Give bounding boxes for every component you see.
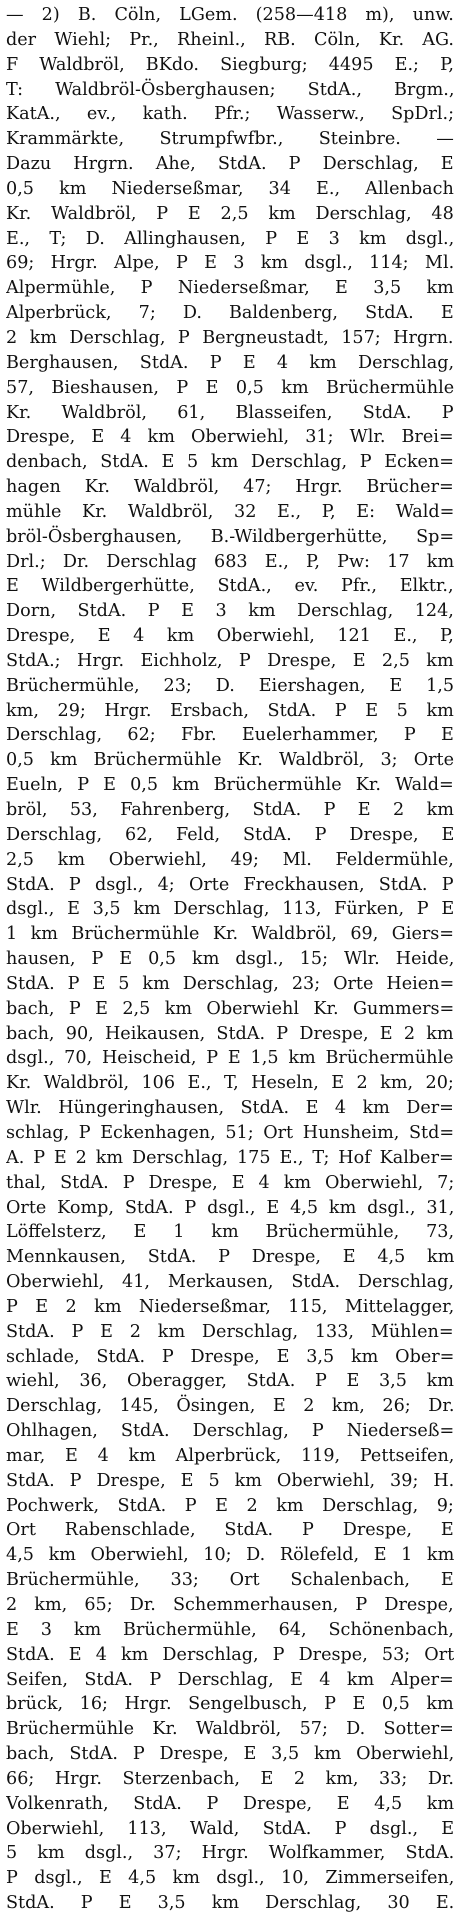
text-line: Brüchermühle, 23; D. Eiershagen, E 1,5 [6, 675, 454, 696]
text-line: 66; Hrgr. Sterzenbach, E 2 km, 33; Dr. [6, 1768, 454, 1789]
text-line: Dorn, StdA. P E 3 km Derschlag, 124, [6, 601, 454, 622]
text-line: mar, E 4 km Alperbrück, 119, Pettseifen, [6, 1445, 454, 1466]
text-line: km, 29; Hrgr. Ersbach, StdA. P E 5 km [6, 700, 454, 721]
text-line: StdA. P E 3,5 km Derschlag, 30 E. [6, 1893, 454, 1914]
text-line: bröl-Ösberghausen, B.-Wildbergerhütte, Sp= [6, 526, 454, 547]
text-line: 57, Bieshausen, P E 0,5 km Brüchermühle [6, 377, 454, 398]
text-line: 2 km, 65; Dr. Schemmerhausen, P Drespe, [6, 1595, 454, 1615]
text-line: Drespe, E 4 km Oberwiehl, 31; Wlr. Brei= [6, 427, 454, 448]
text-line: denbach, StdA. E 5 km Derschlag, P Ecken= [6, 452, 454, 473]
text-line: StdA.; Hrgr. Eichholz, P Drespe, E 2,5 km [6, 650, 454, 671]
text-line: hagen Kr. Waldbröl, 47; Hrgr. Brücher= [6, 477, 454, 498]
text-line: Derschlag, 62; Fbr. Euelerhammer, P E [6, 725, 454, 746]
text-line: schlade, StdA. P Drespe, E 3,5 km Ober= [6, 1346, 454, 1367]
text-line: StdA. E 4 km Derschlag, P Drespe, 53; Ort [6, 1644, 454, 1665]
text-line: StdA. P E 2 km Derschlag, 133, Mühlen= [6, 1321, 454, 1342]
text-line: Kr. Waldbröl, P E 2,5 km Derschlag, 48 [6, 203, 454, 224]
text-line: 2,5 km Oberwiehl, 49; Ml. Feldermühle, [6, 849, 454, 870]
text-line: E., T; D. Allinghausen, P E 3 km dsgl., [6, 228, 454, 249]
text-line: Löffelsterz, E 1 km Brüchermühle, 73, [6, 1222, 454, 1243]
text-line: 2 km Derschlag, P Bergneustadt, 157; Hrgrn. [6, 327, 454, 348]
text-line: Volkenrath, StdA. P Drespe, E 4,5 km [6, 1793, 454, 1814]
text-line: P dsgl., E 4,5 km dsgl., 10, Zimmerseifen, [6, 1868, 454, 1889]
text-line: 0,5 km Brüchermühle Kr. Waldbröl, 3; Orte [6, 750, 454, 771]
text-line: Drl.; Dr. Derschlag 683 E., P, Pw: 17 km [6, 551, 454, 572]
text-line: 69; Hrgr. Alpe, P E 3 km dsgl., 114; Ml. [6, 253, 454, 274]
text-line: dsgl., 70, Heischeid, P E 1,5 km Brüchermühle [6, 1048, 454, 1069]
text-line: wiehl, 36, Oberagger, StdA. P E 3,5 km [6, 1371, 454, 1392]
text-line: Kr. Waldbröl, 106 E., T, Heseln, E 2 km, 20; [6, 1073, 454, 1094]
text-line: thal, StdA. P Drespe, E 4 km Oberwiehl, 7; [6, 1172, 454, 1193]
text-line: Derschlag, 62, Feld, StdA. P Drespe, E [6, 824, 454, 845]
text-line: KatA., ev., kath. Pfr.; Wasserw., SpDrl.; [6, 104, 454, 125]
text-line: Derschlag, 145, Ösingen, E 2 km, 26; Dr. [6, 1396, 454, 1417]
text-line: — 2) B. Cöln, LGem. (258—418 m), unw. [6, 5, 454, 25]
text-line: 4,5 km Oberwiehl, 10; D. Rölefeld, E 1 km [6, 1545, 454, 1566]
text-line: A. P E 2 km Derschlag, 175 E., T; Hof Kalber= [6, 1147, 454, 1168]
text-line: schlag, P Eckenhagen, 51; Ort Hunsheim, Std= [6, 1122, 454, 1143]
text-line: brück, 16; Hrgr. Sengelbusch, P E 0,5 km [6, 1694, 454, 1715]
text-line: Seifen, StdA. P Derschlag, E 4 km Alper= [6, 1669, 454, 1690]
text-line: F Waldbröl, BKdo. Siegburg; 4495 E.; P, [6, 54, 454, 75]
text-line: Oberwiehl, 41, Merkausen, StdA. Derschlag, [6, 1272, 454, 1293]
text-line: Berghausen, StdA. P E 4 km Derschlag, [6, 352, 454, 373]
text-line: Oberwiehl, 113, Wald, StdA. P dsgl., E [6, 1818, 454, 1839]
text-line: Alpermühle, P Niederseßmar, E 3,5 km [6, 278, 454, 299]
text-line: der Wiehl; Pr., Rheinl., RB. Cöln, Kr. AG. [6, 29, 454, 50]
text-line: Drespe, E 4 km Oberwiehl, 121 E., P, [6, 626, 454, 647]
text-line: Eueln, P E 0,5 km Brüchermühle Kr. Wald= [6, 775, 454, 796]
text-line: E Wildbergerhütte, StdA., ev. Pfr., Elktr., [6, 576, 454, 597]
text-line: 0,5 km Niederseßmar, 34 E., Allenbach [6, 178, 454, 199]
text-line: bach, 90, Heikausen, StdA. P Drespe, E 2 km [6, 1023, 454, 1044]
text-line: T: Waldbröl-Ösberghausen; StdA., Brgm., [6, 79, 454, 100]
text-line: Brüchermühle, 33; Ort Schalenbach, E [6, 1570, 454, 1591]
text-line: StdA. P dsgl., 4; Orte Freckhausen, StdA. P [6, 874, 454, 895]
text-line: 5 km dsgl., 37; Hrgr. Wolfkammer, StdA. [6, 1843, 454, 1864]
text-line: mühle Kr. Waldbröl, 32 E., P, E: Wald= [6, 501, 454, 522]
text-line: hausen, P E 0,5 km dsgl., 15; Wlr. Heide, [6, 949, 454, 970]
text-line: bröl, 53, Fahrenberg, StdA. P E 2 km [6, 800, 454, 820]
gazetteer-entry [6, 3, 454, 1916]
text-line: Orte Komp, StdA. P dsgl., E 4,5 km dsgl., 31, [6, 1197, 454, 1218]
text-line: Alperbrück, 7; D. Baldenberg, StdA. E [6, 303, 454, 324]
text-line: Mennkausen, StdA. P Drespe, E 4,5 km [6, 1247, 454, 1268]
text-line: E 3 km Brüchermühle, 64, Schönenbach, [6, 1619, 454, 1640]
text-line: StdA. P Drespe, E 5 km Oberwiehl, 39; H. [6, 1470, 454, 1491]
text-line: Ohlhagen, StdA. Derschlag, P Niederseß= [6, 1421, 454, 1442]
text-line: Wlr. Hüngeringhausen, StdA. E 4 km Der= [6, 1098, 454, 1119]
text-line: Dazu Hrgrn. Ahe, StdA. P Derschlag, E [6, 154, 454, 175]
text-line: Ort Rabenschlade, StdA. P Drespe, E [6, 1520, 454, 1541]
text-line: bach, StdA. P Drespe, E 3,5 km Oberwiehl, [6, 1744, 454, 1765]
text-line: P E 2 km Niederseßmar, 115, Mittelagger, [6, 1296, 454, 1317]
text-line: 1 km Brüchermühle Kr. Waldbröl, 69, Giers= [6, 924, 454, 945]
text-line: dsgl., E 3,5 km Derschlag, 113, Fürken, P E [6, 899, 454, 920]
text-line: bach, P E 2,5 km Oberwiehl Kr. Gummers= [6, 998, 454, 1019]
text-line: Kr. Waldbröl, 61, Blasseifen, StdA. P [6, 402, 454, 423]
text-line: Pochwerk, StdA. P E 2 km Derschlag, 9; [6, 1495, 454, 1516]
text-line: Krammärkte, Strumpfwfbr., Steinbre. — [6, 129, 454, 150]
text-line: StdA. P E 5 km Derschlag, 23; Orte Heien= [6, 973, 454, 994]
text-line: Brüchermühle Kr. Waldbröl, 57; D. Sotter= [6, 1719, 454, 1740]
